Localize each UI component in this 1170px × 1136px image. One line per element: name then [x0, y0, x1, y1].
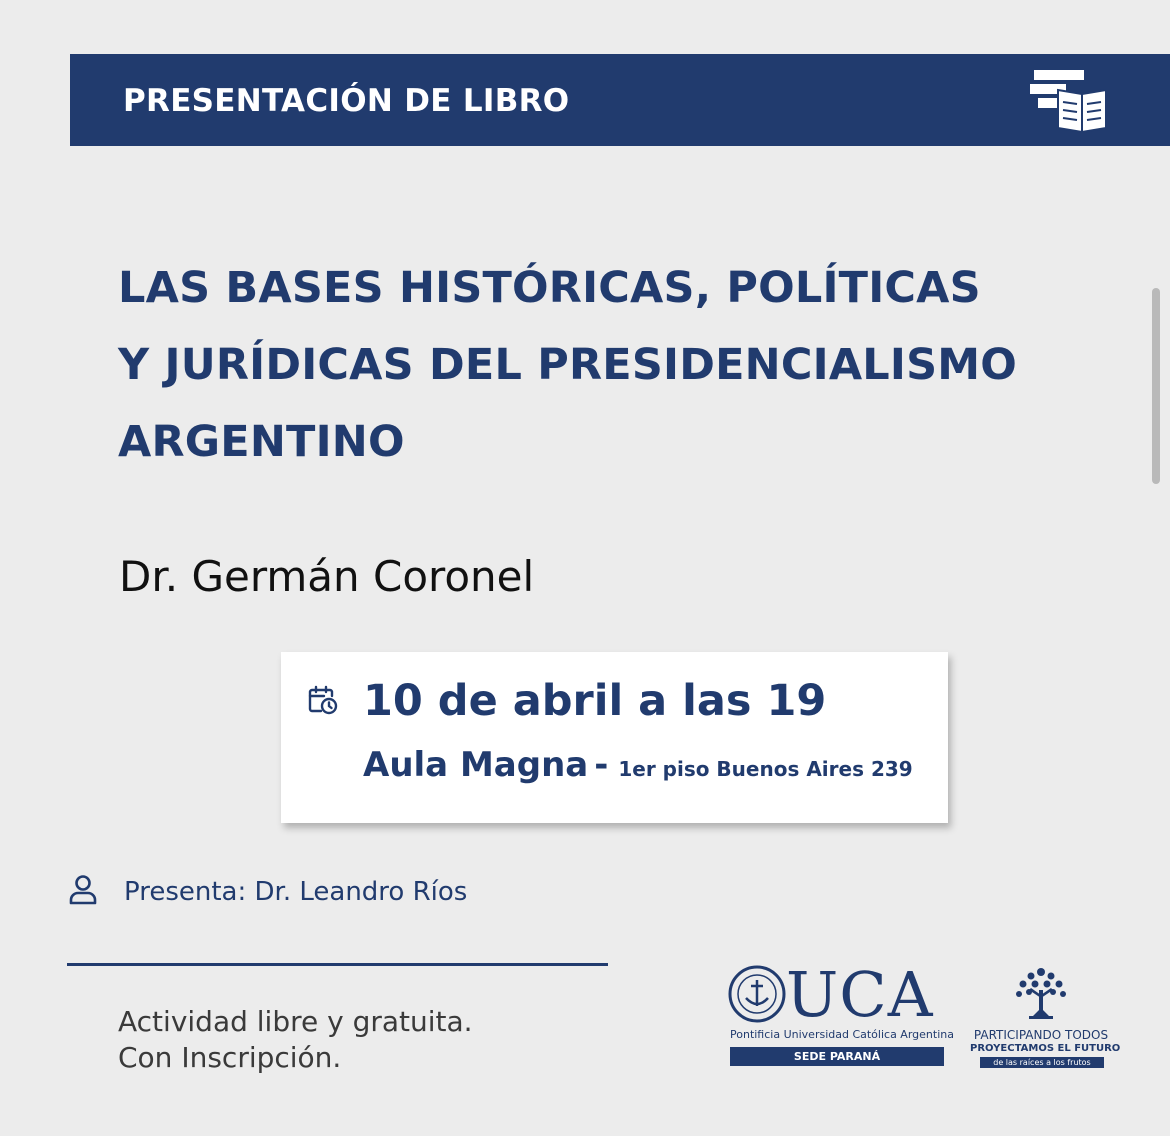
footer-line: Con Inscripción.: [118, 1041, 342, 1074]
book-title-line: LAS BASES HISTÓRICAS, POLÍTICAS: [118, 263, 981, 313]
venue-address: 1er piso Buenos Aires 239: [618, 757, 913, 781]
book-title: [118, 250, 1128, 481]
venue-separator: -: [594, 745, 609, 785]
calendar-clock-icon: [307, 684, 339, 720]
person-icon: [68, 874, 98, 910]
venue-name: Aula Magna: [363, 745, 589, 785]
header-banner: [70, 54, 1170, 146]
uca-seal-icon: [728, 964, 786, 1030]
book-title-line: ARGENTINO: [118, 417, 405, 467]
event-date: 10 de abril a las 19: [363, 676, 827, 726]
event-location: [363, 745, 913, 785]
participando-line1: PARTICIPANDO TODOS: [973, 1028, 1109, 1042]
event-info-card: [281, 652, 948, 823]
book-icon: [1030, 68, 1110, 138]
uca-name: UCA: [786, 958, 934, 1031]
scrollbar[interactable]: [1152, 288, 1160, 484]
participando-logo: [970, 964, 1121, 1070]
divider: [67, 963, 608, 966]
uca-subtitle: Pontificia Universidad Católica Argentina: [730, 1028, 954, 1041]
participando-line3: de las raíces a los frutos: [980, 1057, 1104, 1068]
banner-title: PRESENTACIÓN DE LIBRO: [123, 83, 570, 119]
presenter-text: Presenta: Dr. Leandro Ríos: [124, 877, 468, 907]
book-title-line: Y JURÍDICAS DEL PRESIDENCIALISMO: [118, 340, 1018, 390]
tree-icon: [1013, 964, 1069, 1030]
participando-line2: PROYECTAMOS EL FUTURO: [970, 1043, 1121, 1054]
uca-sede: SEDE PARANÁ: [730, 1047, 944, 1066]
author-name: Dr. Germán Coronel: [119, 552, 535, 601]
uca-logo: [728, 958, 954, 1070]
footer-note: [118, 1004, 473, 1076]
footer-line: Actividad libre y gratuita.: [118, 1005, 473, 1038]
